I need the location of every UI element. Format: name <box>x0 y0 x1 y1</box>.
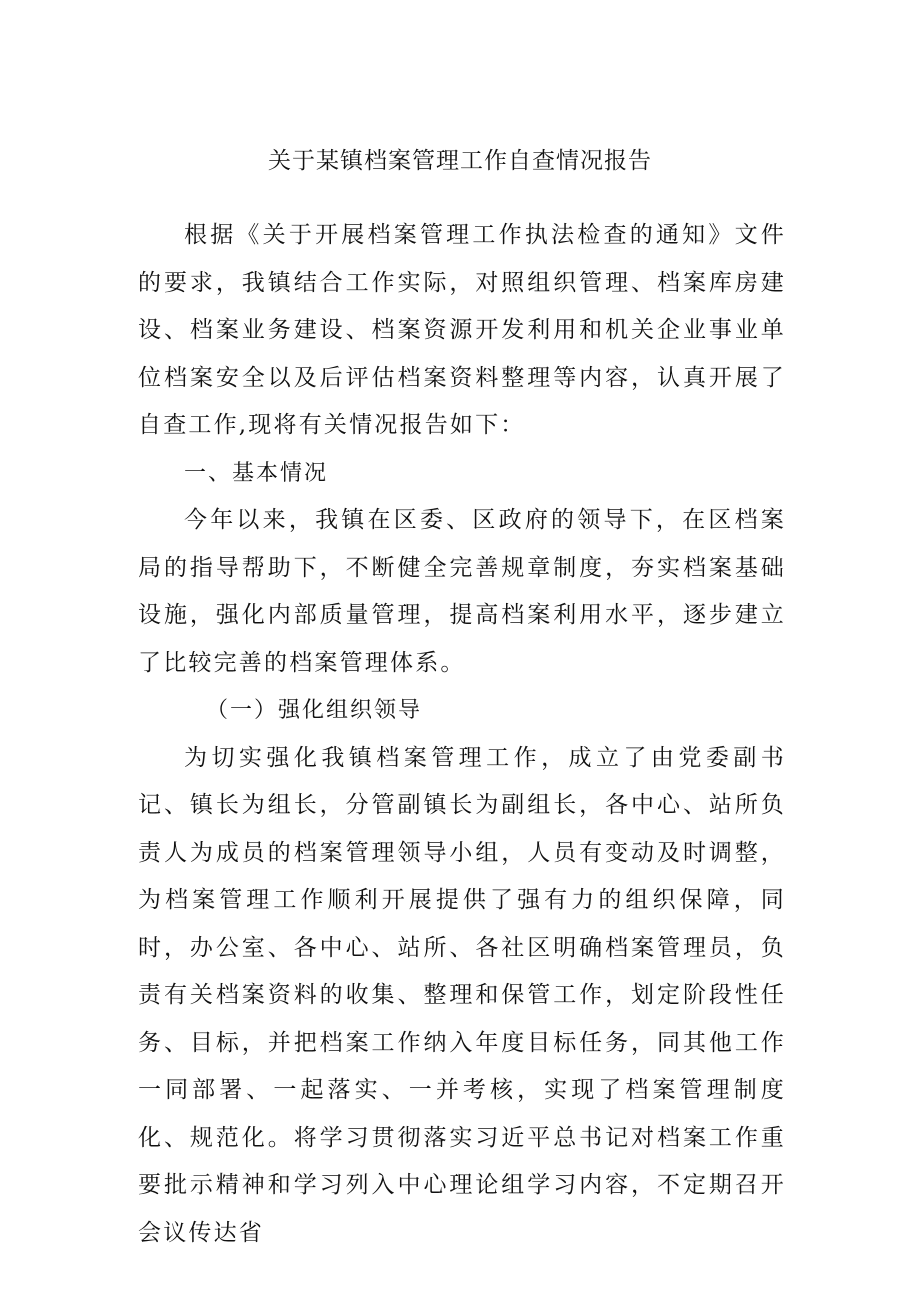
section-paragraph-basic-situation: 今年以来，我镇在区委、区政府的领导下，在区档案局的指导帮助下，不断健全完善规章制度，夯实档案基础设施，强化内部质量管理，提高档案利用水平，逐步建立了比较完善的档案管理体系。 <box>138 507 786 676</box>
intro-paragraph: 根据《关于开展档案管理工作执法检查的通知》文件的要求，我镇结合工作实际，对照组织管理、档案库房建设、档案业务建设、档案资源开发利用和机关企业事业单位档案安全以及后评估档案资料整理等内容，认真开展了自查工作,现将有关情况报告如下： <box>138 222 786 438</box>
document-body <box>138 212 786 1257</box>
subsection-paragraph-organization: 为切实强化我镇档案管理工作，成立了由党委副书记、镇长为组长，分管副镇长为副组长，各中心、站所负责人为成员的档案管理领导小组，人员有变动及时调整，为档案管理工作顺利开展提供了强有力的组织保障，同时，办公室、各中心、站所、各社区明确档案管理员，负责有关档案资料的收集、整理和保管工作，划定阶段性任务、目标，并把档案工作纳入年度目标任务，同其他工作一同部署、一起落实、一并考核，实现了档案管理制度化、规范化。将学习贯彻落实习近平总书记对档案工作重要批示精神和学习列入中心理论组学习内容，不定期召开会议传达省 <box>138 744 786 1246</box>
section-heading-basic-situation: 一、基本情况 <box>184 460 329 486</box>
subsection-heading-organization: （一）强化组织领导 <box>206 698 423 723</box>
document-title: 关于某镇档案管理工作自查情况报告 <box>268 148 652 174</box>
